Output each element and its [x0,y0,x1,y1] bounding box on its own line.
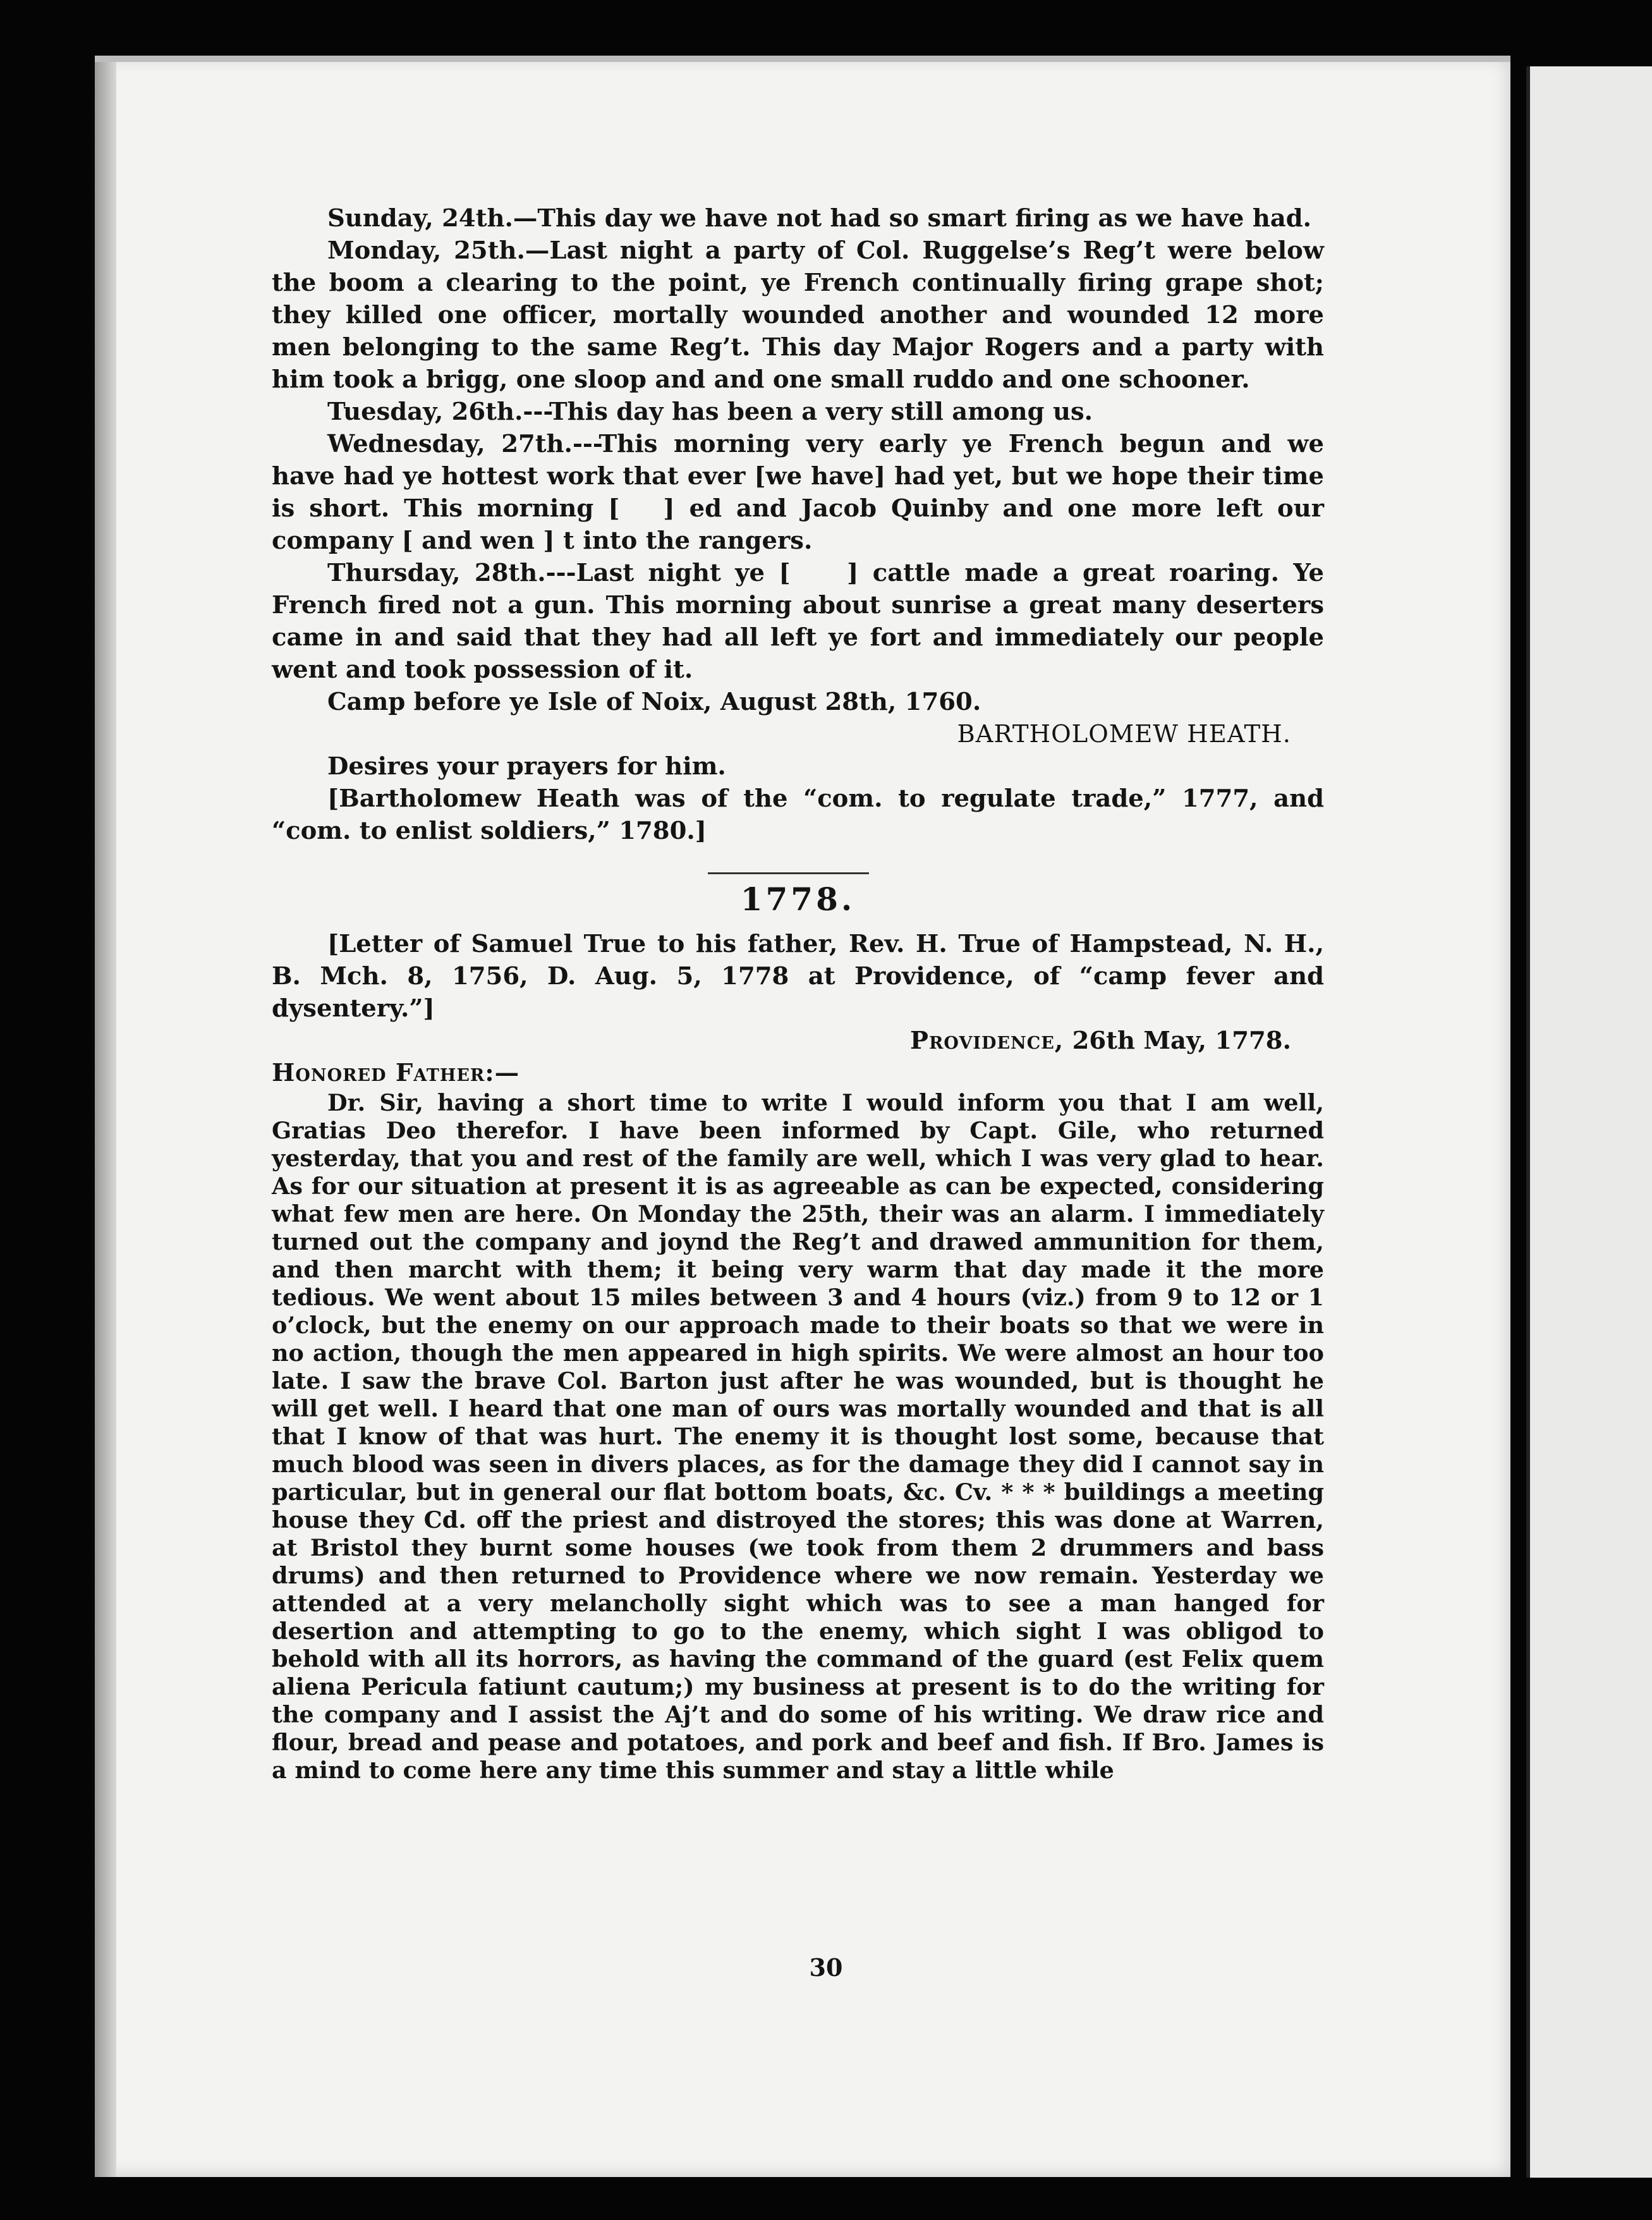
page-binding-edge [95,56,116,2177]
letter-dateline [272,1025,1324,1057]
adjacent-page-edge [1526,66,1652,2178]
letter-intro-note: [Letter of Samuel True to his father, Rev. H. True of Hampstead, N. H., B. Mch. 8, 1756, D. Aug. 5, 1778 at Providence, of “camp fever and dysentery.”] [272,930,1324,1023]
camp-dateline: Camp before ye Isle of Noix, August 28th, 1760. [327,688,981,716]
diary-entry-tuesday: Tuesday, 26th.---This day has been a very still among us. [327,398,1093,426]
section-heading: 1778. [740,881,856,918]
page-number: 30 [809,1953,843,1982]
salutation: Honored Father:— [272,1059,520,1087]
editorial-note: [Bartholomew Heath was of the “com. to regulate trade,” 1777, and “com. to enlist soldiers,” 1780.] [272,784,1324,845]
page-top-edge [95,56,1510,62]
diary-entry-sunday: Sunday, 24th.—This day we have not had so smart firing as we have had. [327,204,1312,233]
letter-place: Providence, [910,1027,1064,1055]
diary-entry-monday: Monday, 25th.—Last night a party of Col. Ruggelse’s Reg’t were below the boom a clearing to the point, ye French continually firing grape shot; they killed one officer, mortally wounded another and wounded 12 more men belonging to the same Reg’t. This day Major Rogers and a party with him took a brigg, one sloop and and one small ruddo and one schooner. [272,236,1324,394]
letter-date: 26th May, 1778. [1072,1027,1291,1055]
closing-line: Desires your prayers for him. [327,752,726,781]
page-text [272,202,1324,1784]
diary-entry-thursday: Thursday, 28th.---Last night ye [ ] cattle made a great roaring. Ye French fired not a gun. This morning about sunrise a great many deserters came in and said that they had all left ye fort and immediately our people went and took possession of it. [272,559,1324,684]
signature: BARTHOLOMEW HEATH. [957,720,1291,748]
letter-body: Dr. Sir, having a short time to write I would inform you that I am well, Gratias Deo therefor. I have been informed by Capt. Gile, who returned yesterday, that you and rest of the family are well, which I was very glad to hear. As for our situation at present it is as agreeable as can be expected, considering what few men are here. On Monday the 25th, their was an alarm. I immediately turned out the company and joynd the Reg’t and drawed ammunition for them, and then marcht with them; it being very warm that day made it the more tedious. We went about 15 miles between 3 and 4 hours (viz.) from 9 to 12 or 1 o’clock, but the enemy on our approach made to their boats so that we were in no action, though the men appeared in high spirits. We were almost an hour too late. I saw the brave Col. Barton just after he was wounded, but is thought he will get well. I heard that one man of ours was mortally wounded and that is all that I know of that was hurt. The enemy it is thought lost some, because that much blood was seen in divers places, as for the damage they did I cannot say in particular, but in general our flat bottom boats, &c. Cv. * * * buildings a meeting house they Cd. off the priest and distroyed the stores; this was done at Warren, at Bristol they burnt some houses (we took from them 2 drummers and bass drums) and then returned to Providence where we now remain. Yesterday we attended at a very melancholly sight which was to see a man hanged for desertion and attempting to go to the enemy, which sight I was obligod to behold with all its horrors, as having the command of the guard (est Felix quem aliena Pericula fatiunt cautum;) my business at present is to do the writing for the company and I assist the Aj’t and do some of his writing. We draw rice and flour, bread and pease and potatoes, and pork and beef and fish. If Bro. James is a mind to come here any time this summer and stay a little while [272,1089,1324,1784]
diary-entry-wednesday: Wednesday, 27th.---This morning very early ye French begun and we have had ye hottest work that ever [we have] had yet, but we hope their time is short. This morning [ ] ed and Jacob Quinby and one more left our company [ and wen ] t into the rangers. [272,430,1324,555]
section-divider [708,872,869,874]
